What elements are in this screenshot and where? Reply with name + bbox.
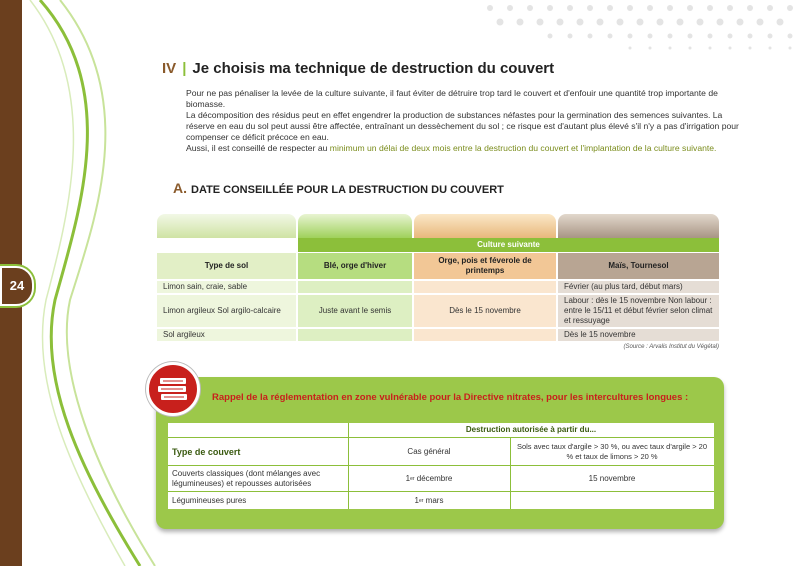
cell-ble: Juste avant le semis xyxy=(298,295,412,327)
header-ble: Blé, orge d'hiver xyxy=(298,253,412,279)
col-header-bg-4 xyxy=(558,214,719,238)
col-header-bg-2 xyxy=(298,214,412,238)
intro-text xyxy=(186,88,750,154)
regulation-group-row xyxy=(168,423,714,437)
cell-orge xyxy=(414,329,556,341)
section-separator: | xyxy=(182,60,187,77)
cell-orge: Dès le 15 novembre xyxy=(414,295,556,327)
table1-group-header: Culture suivante xyxy=(298,238,719,252)
section-numeral: IV xyxy=(162,60,177,77)
subsection-letter: A. xyxy=(173,180,187,196)
cell-cas-general-day: 1 xyxy=(405,473,411,483)
header-type-de-sol: Type de sol xyxy=(157,253,296,279)
page-number: 24 xyxy=(0,266,34,306)
col-header-bg-3 xyxy=(414,214,556,238)
grid-line xyxy=(510,437,511,509)
header-cas-general: Cas général xyxy=(407,446,451,456)
cell-cas-general-day: 1 xyxy=(414,495,419,505)
table1-source: (Source : Arvalis Institut du Végétal) xyxy=(623,344,719,350)
cell-cas-general-month: décembre xyxy=(414,473,453,483)
subsection-title-text: DATE CONSEILLÉE POUR LA DESTRUCTION DU COUVERT xyxy=(191,184,504,196)
cell-cas-general xyxy=(348,466,510,491)
table-row xyxy=(168,466,714,491)
grid-line xyxy=(168,465,714,466)
cell-cas-general-sup: er xyxy=(410,475,415,482)
cell-mais: Labour : dès le 15 novembre Non labour : entre le 15/11 et début février selon climat et ressuyage xyxy=(558,295,719,327)
header-sols-argile: Sols avec taux d'argile > 30 %, ou avec taux d'argile > 20 % et taux de limons > 20 % xyxy=(516,441,708,461)
subsection-title xyxy=(173,180,504,196)
intro-paragraph-3 xyxy=(186,143,750,154)
cell-ble xyxy=(298,281,412,293)
cell-mais: Dès le 15 novembre xyxy=(558,329,719,341)
table-row xyxy=(157,295,719,327)
cell-orge xyxy=(414,281,556,293)
section-title-text: Je choisis ma technique de destruction du couvert xyxy=(192,60,555,77)
intro-paragraph-2: La décomposition des résidus peut en effet engendrer la production de substances néfastes pour la germination des semences suivantes. La réserve en eau du sol peut aussi être affectée, entraînant un dessèchement du sol ; ce risque est d'autant plus élevé s'il n'y a pas d'irrigation pour compenser ce déficit précoce en eau. xyxy=(186,110,739,142)
cell-type-couvert: Couverts classiques (dont mélanges avec légumineuses) et repousses autorisées xyxy=(172,468,321,488)
section-title xyxy=(162,60,554,77)
grid-line xyxy=(348,423,349,509)
cell-cas-general xyxy=(348,492,510,509)
cell-soil: Sol argileux xyxy=(157,329,296,341)
table-row xyxy=(157,329,719,341)
cell-sols-argile: 15 novembre xyxy=(588,473,636,483)
col-header-bg-1 xyxy=(157,214,296,238)
cell-mais: Février (au plus tard, début mars) xyxy=(558,281,719,293)
regulation-title: Rappel de la réglementation en zone vulnérable pour la Directive nitrates, pour les intercultures longues : xyxy=(212,392,689,403)
table-row xyxy=(157,281,719,293)
intro-paragraph-1: Pour ne pas pénaliser la levée de la culture suivante, il faut éviter de détruire trop tard le couvert et d'enfouir une quantité trop importante de biomasse. xyxy=(186,88,718,109)
cell-soil: Limon sain, craie, sable xyxy=(157,281,296,293)
grid-line xyxy=(168,491,714,492)
cell-soil: Limon argileux Sol argilo-calcaire xyxy=(157,295,296,327)
intro-highlight: minimum un délai de deux mois entre la destruction du couvert et l'implantation de la culture suivante. xyxy=(329,143,717,153)
books-icon xyxy=(146,362,200,416)
cell-sols-argile xyxy=(510,492,714,509)
table-row xyxy=(168,492,714,509)
header-mais: Maïs, Tournesol xyxy=(558,253,719,279)
cell-ble xyxy=(298,329,412,341)
dots-pattern-decoration xyxy=(470,0,800,55)
regulation-group-header: Destruction autorisée à partir du... xyxy=(465,425,597,434)
header-orge: Orge, pois et féverole de printemps xyxy=(414,253,556,279)
regulation-table xyxy=(168,423,714,509)
regulation-header-row xyxy=(168,438,714,465)
cell-cas-general-sup: er xyxy=(419,497,424,504)
cell-cas-general-month: mars xyxy=(423,495,444,505)
intro-paragraph-3-text: Aussi, il est conseillé de respecter au xyxy=(186,143,330,153)
cell-type-couvert: Légumineuses pures xyxy=(172,495,247,505)
grid-line xyxy=(168,437,714,438)
table1-header-row xyxy=(157,253,719,279)
header-type-couvert: Type de couvert xyxy=(172,446,241,457)
